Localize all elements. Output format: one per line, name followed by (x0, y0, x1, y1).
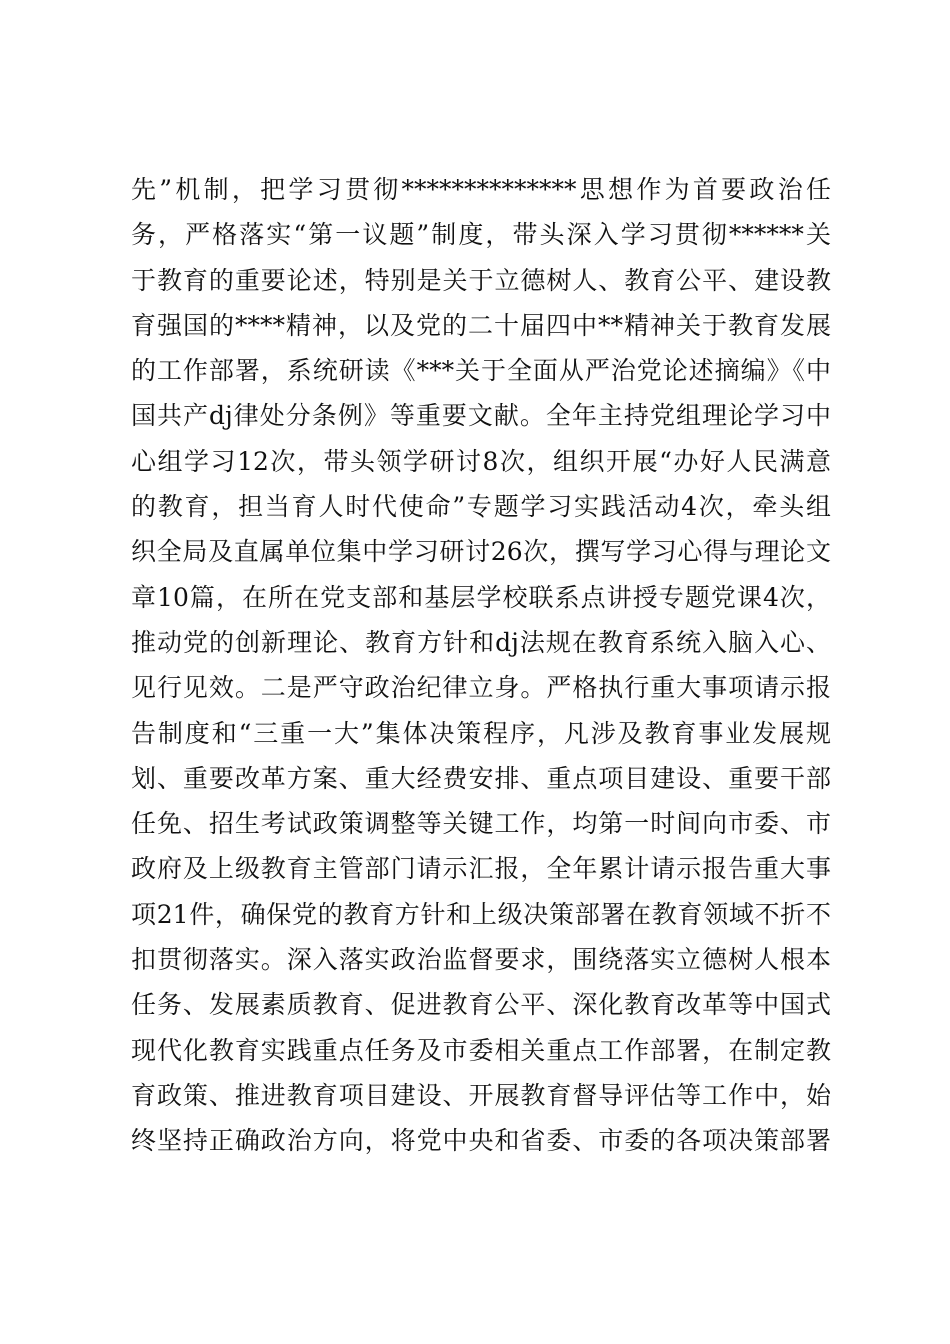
text-line: 任免、招生考试政策调整等关键工作，均第一时间向市委、市 (131, 809, 831, 839)
text-line: 章10篇，在所在党支部和基层学校联系点讲授专题党课4次， (131, 582, 831, 612)
text-line: 先”机制，把学习贯彻**************思想作为首要政治任 (131, 175, 831, 204)
text-line: 于教育的重要论述，特别是关于立德树人、教育公平、建设教 (131, 265, 831, 295)
text-line: 织全局及直属单位集中学习研讨26次，撰写学习心得与理论文 (131, 537, 831, 567)
text-line: 终坚持正确政治方向，将党中央和省委、市委的各项决策部署 (131, 1126, 831, 1156)
text-line: 政府及上级教育主管部门请示汇报，全年累计请示报告重大事 (131, 854, 831, 884)
body-paragraph (131, 167, 831, 1164)
text-line: 育强国的****精神，以及党的二十届四中**精神关于教育发展 (131, 310, 831, 340)
text-line: 任务、发展素质教育、促进教育公平、深化教育改革等中国式 (131, 990, 831, 1020)
text-line: 告制度和“三重一大”集体决策程序，凡涉及教育事业发展规 (131, 718, 831, 748)
text-line: 的教育，担当育人时代使命”专题学习实践活动4次，牵头组 (131, 492, 831, 522)
text-line: 扣贯彻落实。深入落实政治监督要求，围绕落实立德树人根本 (131, 945, 831, 975)
text-line: 国共产dj律处分条例》等重要文献。全年主持党组理论学习中 (131, 401, 831, 431)
text-line: 现代化教育实践重点任务及市委相关重点工作部署，在制定教 (131, 1035, 831, 1065)
text-line: 推动党的创新理论、教育方针和dj法规在教育系统入脑入心、 (131, 627, 831, 657)
text-line: 务，严格落实“第一议题”制度，带头深入学习贯彻******关 (131, 220, 831, 250)
text-line: 见行见效。二是严守政治纪律立身。严格执行重大事项请示报 (131, 673, 831, 703)
text-line: 项21件，确保党的教育方针和上级决策部署在教育领域不折不 (131, 899, 831, 929)
text-line: 心组学习12次，带头领学研讨8次，组织开展“办好人民满意 (131, 446, 831, 476)
text-line: 的工作部署，系统研读《***关于全面从严治党论述摘编》《中 (131, 356, 831, 386)
text-line: 划、重要改革方案、重大经费安排、重点项目建设、重要干部 (131, 763, 831, 793)
text-line: 育政策、推进教育项目建设、开展教育督导评估等工作中，始 (131, 1080, 831, 1110)
